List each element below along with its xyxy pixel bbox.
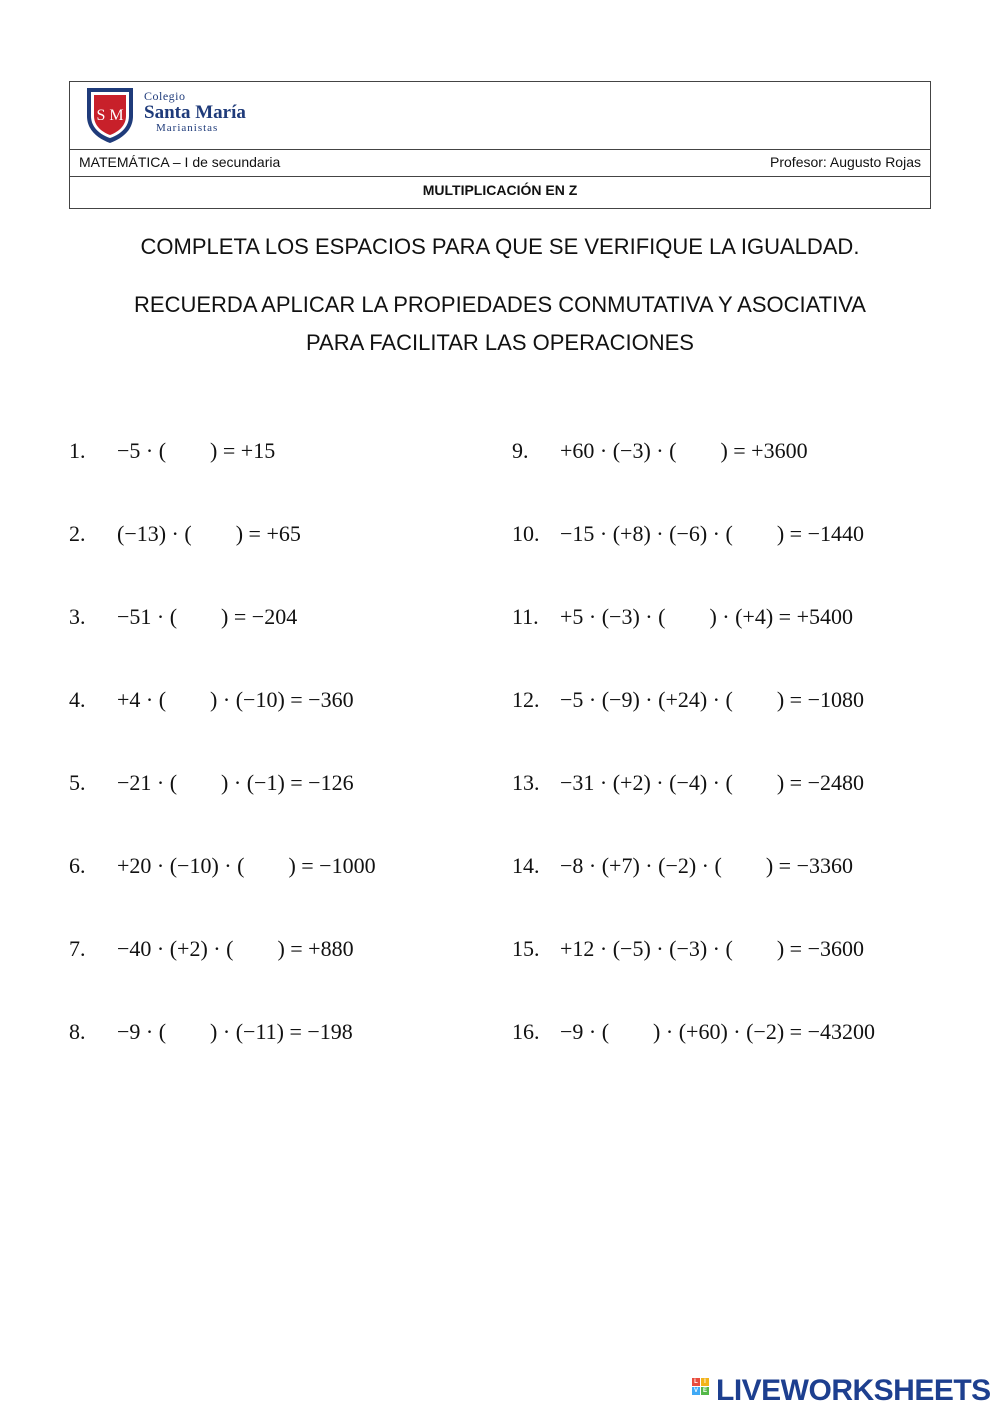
- exercise-number: 8.: [69, 1019, 86, 1044]
- exercise-expression: +4 · ( ) · (−10) = −360: [117, 687, 354, 712]
- exercise-item: [69, 604, 298, 630]
- exercise-number: 11.: [512, 604, 539, 629]
- exercise-expression: +20 · (−10) · ( ) = −1000: [117, 853, 376, 878]
- school-name: [144, 90, 246, 134]
- exercise-expression: −8 · (+7) · (−2) · ( ) = −3360: [560, 853, 853, 878]
- exercise-number: 9.: [512, 438, 529, 463]
- exercise-number: 15.: [512, 936, 540, 961]
- exercise-item: [512, 770, 864, 796]
- info-row: [70, 150, 930, 177]
- exercise-number: 7.: [69, 936, 86, 961]
- exercise-expression: −40 · (+2) · ( ) = +880: [117, 936, 354, 961]
- exercise-expression: −5 · (−9) · (+24) · ( ) = −1080: [560, 687, 864, 712]
- worksheet-title: MULTIPLICACIÓN EN Z: [422, 182, 578, 198]
- exercise-number: 3.: [69, 604, 86, 629]
- exercise-expression: +12 · (−5) · (−3) · ( ) = −3600: [560, 936, 864, 961]
- exercise-number: 12.: [512, 687, 540, 712]
- brand-text: LIVEWORKSHEETS: [716, 1374, 991, 1407]
- instruction-line-2: RECUERDA APLICAR LA PROPIEDADES CONMUTATIVA Y ASOCIATIVA: [134, 292, 866, 317]
- exercise-number: 4.: [69, 687, 86, 712]
- exercise-number: 10.: [512, 521, 540, 546]
- school-shield-logo: [85, 86, 135, 144]
- school-name-line2: Santa María: [144, 102, 246, 123]
- exercise-item: [512, 438, 808, 464]
- exercise-number: 5.: [69, 770, 86, 795]
- instruction-line-1: COMPLETA LOS ESPACIOS PARA QUE SE VERIFIQUE LA IGUALDAD.: [140, 234, 860, 259]
- cube-e: E: [702, 1388, 707, 1394]
- exercise-expression: −51 · ( ) = −204: [117, 604, 298, 629]
- exercise-item: [512, 936, 864, 962]
- exercise-item: [512, 521, 864, 547]
- exercise-item: [512, 604, 853, 630]
- exercise-item: [512, 687, 864, 713]
- exercise-item: [69, 438, 276, 464]
- exercise-expression: +60 · (−3) · ( ) = +3600: [560, 438, 808, 463]
- exercise-item: [512, 1019, 875, 1045]
- exercise-expression: (−13) · ( ) = +65: [117, 521, 301, 546]
- header-box: [69, 81, 931, 209]
- exercise-number: 13.: [512, 770, 540, 795]
- exercise-expression: −9 · ( ) · (+60) · (−2) = −43200: [560, 1019, 875, 1044]
- cube-icon: [692, 1378, 714, 1404]
- shield-letters: S M: [96, 107, 124, 124]
- cube-v: V: [693, 1388, 698, 1394]
- exercise-item: [69, 687, 354, 713]
- exercise-expression: −5 · ( ) = +15: [117, 438, 276, 463]
- exercise-item: [69, 1019, 353, 1045]
- cube-l: L: [692, 1378, 700, 1386]
- exercise-expression: −15 · (+8) · (−6) · ( ) = −1440: [560, 521, 864, 546]
- exercise-expression: +5 · (−3) · ( ) · (+4) = +5400: [560, 604, 853, 629]
- logo-row: [70, 82, 930, 150]
- exercise-item: [512, 853, 853, 879]
- cube-i: I: [701, 1378, 709, 1386]
- exercise-item: [69, 770, 354, 796]
- exercise-number: 6.: [69, 853, 86, 878]
- exercise-item: [69, 521, 301, 547]
- exercise-expression: −31 · (+2) · (−4) · ( ) = −2480: [560, 770, 864, 795]
- exercise-expression: −21 · ( ) · (−1) = −126: [117, 770, 354, 795]
- school-name-line3: Marianistas: [156, 122, 219, 134]
- exercise-number: 14.: [512, 853, 540, 878]
- school-name-line1: Colegio: [144, 89, 186, 103]
- exercise-expression: −9 · ( ) · (−11) = −198: [117, 1019, 353, 1044]
- exercise-number: 1.: [69, 438, 86, 463]
- exercise-item: [69, 936, 354, 962]
- instruction-line-3: PARA FACILITAR LAS OPERACIONES: [306, 330, 694, 355]
- teacher-label: Profesor: Augusto Rojas: [770, 154, 921, 170]
- exercise-number: 16.: [512, 1019, 540, 1044]
- exercise-item: [69, 853, 376, 879]
- subject-label: MATEMÁTICA – I de secundaria: [79, 154, 281, 170]
- exercise-number: 2.: [69, 521, 86, 546]
